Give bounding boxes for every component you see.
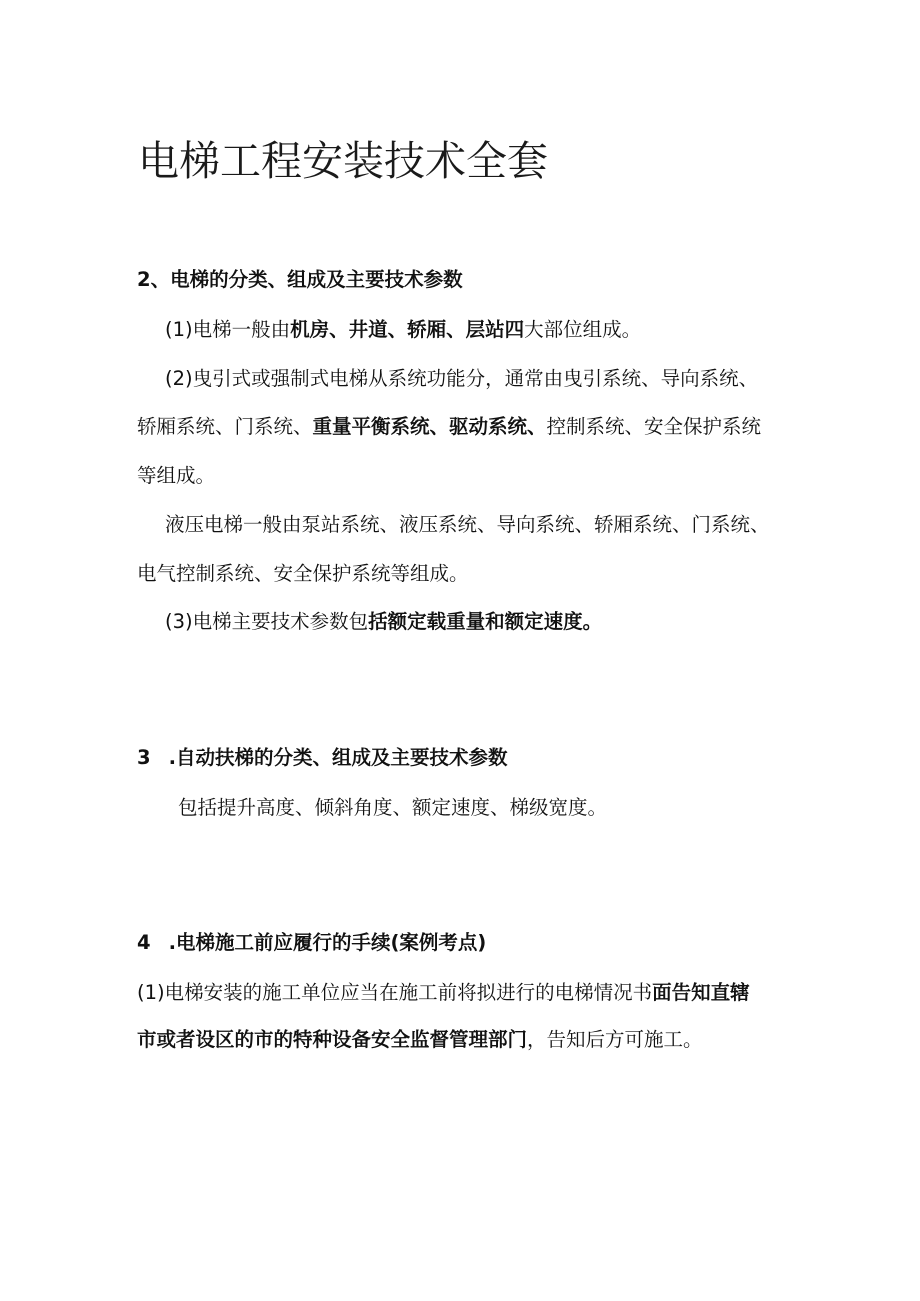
section-2-paragraph-1 [165,320,641,340]
section-number: 3 [137,746,151,769]
section-2-paragraph-3-line-2: 电气控制系统、安全保护系统等组成。 [137,562,469,585]
section-2-paragraph-2-line-1: (2)曳引式或强制式电梯从系统功能分，通常由曳引系统、导向系统、 [165,367,759,390]
bold-text-run: 机房、井道、轿厢、层站四 [290,318,525,341]
bold-text-run: 面告知直辖 [652,981,750,1004]
text-run: ，告知后方可施工。 [527,1028,703,1051]
text-run: 轿厢系统、门系统、 [137,415,313,438]
section-2-paragraph-2-line-3: 等组成。 [137,464,216,487]
section-3-paragraph-1: 包括提升高度、倾斜角度、额定速度、梯级宽度。 [178,796,608,819]
text-run: (1)电梯一般由 [165,318,291,341]
text-run: 控制系统、安全保护系统 [546,415,762,438]
bold-text-run: 市或者设区的市的特种设备安全监督管理部门 [137,1028,528,1051]
section-4-heading [137,933,486,953]
section-4-paragraph-1-line-2 [137,1030,703,1050]
text-run: (3)电梯主要技术参数包 [165,610,369,633]
section-heading-text: .电梯施工前应履行的手续(案例考点) [168,931,487,954]
section-2-paragraph-3-line-1: 液压电梯一般由泵站系统、液压系统、导向系统、轿厢系统、门系统、 [165,513,770,536]
bold-text-run: 重量平衡系统、驱动系统、 [312,415,547,438]
section-2-heading: 2、电梯的分类、组成及主要技术参数 [137,268,463,291]
bold-text-run: 括额定载重量和额定速度。 [368,610,603,633]
section-number: 4 [137,931,151,954]
section-2-paragraph-2-line-2 [137,417,761,437]
section-2-paragraph-4 [165,612,602,632]
text-run: 大部位组成。 [524,318,642,341]
text-run: (1)电梯安装的施工单位应当在施工前将拟进行的电梯情况书 [137,981,653,1004]
section-4-paragraph-1-line-1 [137,983,750,1003]
section-3-heading [137,748,508,768]
document-title: 电梯工程安装技术全套 [138,137,548,185]
section-heading-text: .自动扶梯的分类、组成及主要技术参数 [168,746,508,769]
